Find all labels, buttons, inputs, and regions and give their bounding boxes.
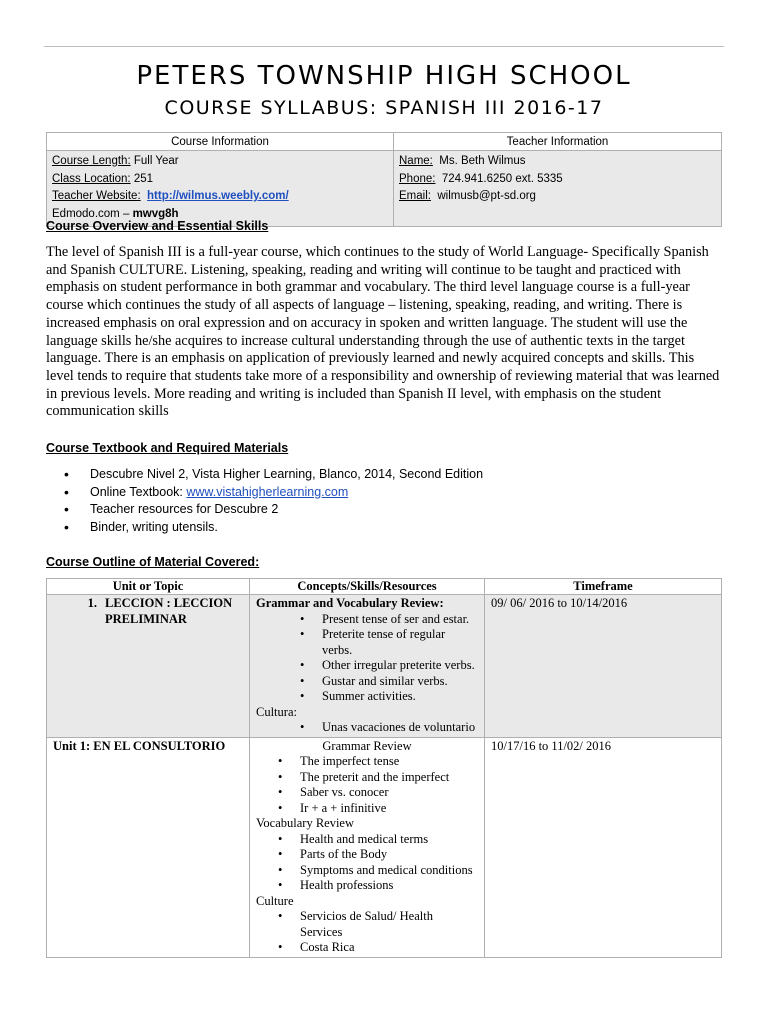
list-item: • Parts of the Body (256, 847, 478, 863)
list-item (64, 466, 483, 484)
material-teacher-resources: Teacher resources for Descubre 2 (90, 502, 279, 516)
name-value: Ms. Beth Wilmus (439, 155, 526, 167)
course-info-heading: Course Information (47, 133, 394, 151)
list-item: • Preterite tense of regular verbs. (256, 627, 478, 658)
list-item: • Servicios de Salud/ Health Services (256, 909, 478, 940)
culture-label: Cultura: (256, 704, 297, 719)
materials-heading: Course Textbook and Required Materials (46, 441, 289, 455)
grammar-list (256, 754, 478, 816)
section-title: Grammar and Vocabulary Review: (256, 596, 444, 610)
concepts-cell (250, 595, 485, 738)
school-title: PETERS TOWNSHIP HIGH SCHOOL (136, 61, 632, 91)
culture-list (256, 720, 478, 736)
vocab-list (256, 832, 478, 894)
list-item: • Saber vs. conocer (256, 785, 478, 801)
vocab-label: Vocabulary Review (256, 816, 355, 830)
list-item: • Summer activities. (256, 689, 478, 705)
list-item: • Health and medical terms (256, 832, 478, 848)
online-textbook-link[interactable]: www.vistahigherlearning.com (186, 484, 349, 499)
edmodo-code: mwvg8h (132, 207, 179, 220)
top-divider (44, 46, 724, 47)
materials-list (64, 466, 483, 536)
col-unit-header: Unit or Topic (47, 579, 250, 595)
email-label: Email: (399, 190, 431, 202)
list-item: • Costa Rica (256, 940, 478, 956)
outline-heading: Course Outline of Material Covered: (46, 555, 260, 569)
material-binder: Binder, writing utensils. (90, 519, 218, 534)
website-label: Teacher Website: (52, 190, 141, 202)
concepts-cell (250, 737, 485, 957)
website-link[interactable]: http://wilmus.weebly.com/ (147, 190, 289, 202)
grammar-label: Grammar Review (322, 738, 412, 753)
course-info-cell (47, 151, 394, 227)
teacher-info-cell (394, 151, 722, 227)
email-value: wilmusb@pt-sd.org (437, 190, 536, 202)
timeframe-cell: 09/ 06/ 2016 to 10/14/2016 (485, 595, 722, 738)
unit-number: 1. (87, 596, 97, 610)
phone-value: 724.941.6250 ext. 5335 (441, 172, 563, 185)
list-item: • Unas vacaciones de voluntario (256, 720, 478, 736)
material-online-label: Online Textbook: (90, 484, 187, 499)
culture-label: Culture (256, 893, 294, 908)
list-item: • Other irregular preterite verbs. (256, 658, 478, 674)
overview-paragraph: The level of Spanish III is a full-year course, which continues to the study of World Language- Specifically Spanish and Spanish CULTURE. Listening, speaking, reading and writing will continue to be taught and practiced with emphasis on student performance in both grammar and vocabulary. The third level language course is a full-year course which continues the study of all aspects of language – listening, speaking, reading, and writing. There is increased emphasis on oral expression and on accuracy in spoken and written language. The student will use the language skills he/she acquires to increase cultural understanding through the use of authentic texts in the target language. There is an emphasis on application of previously learned and newly acquired concepts and skills. This level tends to require that students take more of a responsibility and ownership of reviewing material that was learned in previous levels. More reading and writing is included than Spanish II level, with emphasis on the student communication skills (46, 244, 720, 420)
overview-heading: Course Overview and Essential Skills (46, 219, 269, 233)
course-length-value: Full Year (133, 155, 179, 167)
teacher-info-heading: Teacher Information (394, 133, 722, 151)
info-table (46, 132, 722, 227)
table-row (47, 737, 722, 957)
list-item: • Ir + a + infinitive (256, 801, 478, 817)
col-timeframe-header: Timeframe (485, 579, 722, 595)
list-item: • Present tense of ser and estar. (256, 612, 478, 628)
class-location-label: Class Location: (52, 172, 131, 185)
outline-table (46, 578, 722, 958)
phone-label: Phone: (399, 172, 436, 185)
list-item (64, 501, 483, 519)
unit-cell: Unit 1: EN EL CONSULTORIO (47, 737, 250, 957)
col-concepts-header: Concepts/Skills/Resources (250, 579, 485, 595)
timeframe-cell: 10/17/16 to 11/02/ 2016 (485, 737, 722, 957)
list-item: • Symptoms and medical conditions (256, 863, 478, 879)
list-item: • The imperfect tense (256, 754, 478, 770)
list-item: • Health professions (256, 878, 478, 894)
class-location-value: 251 (133, 172, 154, 185)
course-title: COURSE SYLLABUS: SPANISH III 2016-17 (164, 97, 604, 119)
review-list (256, 612, 478, 705)
edmodo-label: Edmodo.com – (52, 207, 130, 220)
unit-title: LECCION : LECCION PRELIMINAR (105, 596, 233, 626)
list-item: • Gustar and similar verbs. (256, 674, 478, 690)
course-length-label: Course Length: (52, 155, 131, 167)
list-item: • The preterit and the imperfect (256, 770, 478, 786)
material-textbook: Descubre Nivel 2, Vista Higher Learning, Blanco, 2014, Second Edition (90, 467, 484, 481)
unit-cell (47, 595, 250, 738)
culture-list (256, 909, 478, 956)
list-item (64, 519, 483, 537)
list-item (64, 484, 483, 502)
name-label: Name: (399, 155, 433, 167)
table-row (47, 595, 722, 738)
